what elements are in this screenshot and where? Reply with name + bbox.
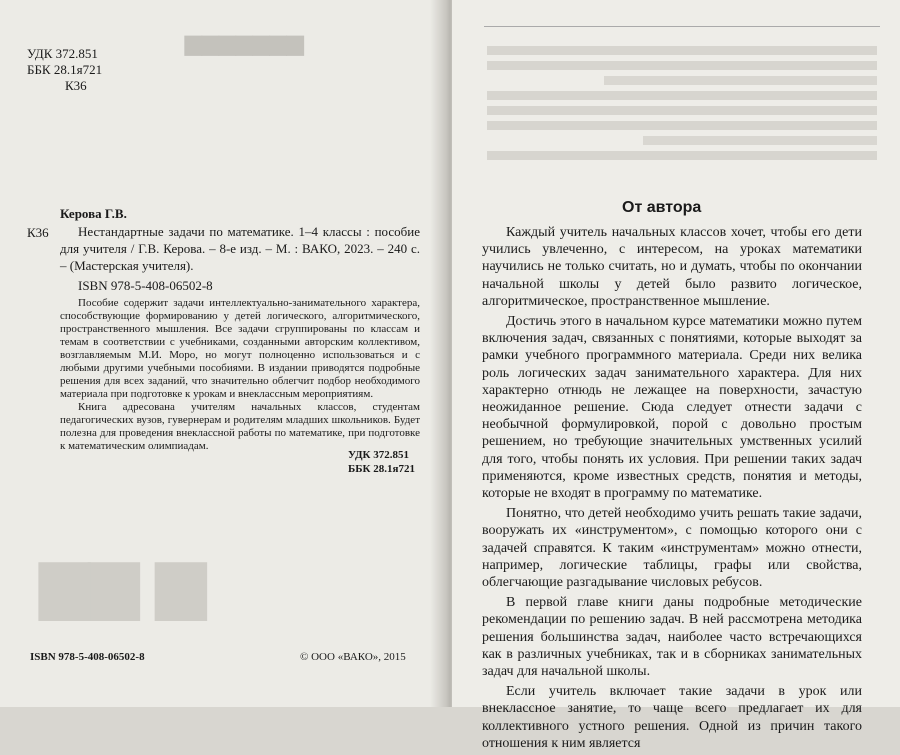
bbk-code-bottom: ББК 28.1я721 [348,463,415,475]
paragraph: В первой главе книги даны подробные методические рекомендации по решению задач. В ней рассмотрена методика решения большинства задач, наиболее часто встречающихся как в различных учебниках, так и в сборниках занимательных задач для начальной школы. [482,595,862,680]
left-page [0,0,448,707]
author-sign: К36 [65,78,87,93]
right-page [452,0,900,751]
author-name: Керова Г.В. [60,206,127,221]
paragraph: Каждый учитель начальных классов хочет, чтобы его дети учились увлеченно, с интересом, на уроках математики научились не только считать, но и думать, чтобы по окончании начальной школы у детей было развито логическое, алгоритмическое, пространственное мышление. [482,225,862,309]
show-through-text [487,40,877,166]
isbn-bottom: ISBN 978-5-408-06502-8 [30,651,145,663]
annotation [60,297,420,453]
side-author-sign: К36 [27,225,49,240]
paragraph: Если учитель включает такие задачи в урок или внеклассное занятие, то чаще всего предлагает их для коллективного устного решения. Одной из причин такого отношения к ним является [482,684,862,751]
paragraph: Достичь этого в начальном курсе математики можно путем включения задач, связанных с понятиями, которые выходят за рамки учебного программного материала. Среди них велика роль логических задач занимательного характера. Для них характерно отнюдь не лежащее на поверхности, зачастую неожиданное решение. Сюда следует отнести задачи с необычной формулировкой, порой с довольно простым решением, но требующие значительных умственных усилий для того, чтобы понять их условия. При решении таких задач применяются, кроме известных средств, понятия и методы, которые не входят в программу по математике. [482,314,862,502]
body-text [482,224,862,755]
running-header-rule [484,26,880,27]
udc-code: УДК 372.851 [27,46,98,61]
paragraph: Понятно, что детей необходимо учить решать такие задачи, вооружать их «инструментом», с помощью которого они с задачей справятся. К таким «инструментам» можно отнести, например, логические таблицы, графы или свойства, облегчающие разгадывание числовых ребусов. [482,506,862,591]
udc-code-bottom: УДК 372.851 [348,449,410,461]
isbn: ISBN 978-5-408-06502-8 [78,278,213,293]
show-through-numeral: ▆ ▆▆ [40,546,206,618]
copyright: © ООО «ВАКО», 2015 [300,651,406,663]
annotation-paragraph: Пособие содержит задачи интеллектуально-занимательного характера, способствующие формированию у детей логического, алгоритмического, пространственного мышления. Все задачи сгруппированы по классам и темам в соответствии с учебниками, созданными авторским коллективом, возглавляемым М.И. Моро, но могут полноценно использоваться и с любыми другими учебными пособиями. В издании приводятся подробные решения для всех заданий, что значительно облегчит подбор необходимого материала при подготовке к урокам и внеклассным мероприятиям. [60,297,420,400]
classification-codes [27,46,102,94]
bibliographic-entry: Нестандартные задачи по математике. 1–4 классы : пособие для учителя / Г.В. Керова. – 8-е изд. – М. : ВАКО, 2023. – 240 с. – (Мастерская учителя). [60,224,420,273]
section-title: От автора [622,199,702,216]
bbk-code: ББК 28.1я721 [27,62,103,77]
annotation-paragraph: Книга адресована учителям начальных классов, студентам педагогических вузов, гувернерам и родителям младших школьников. Будет полезна для проведения внеклассной работы по математике, при подготовке к математическим олимпиадам. [60,401,420,452]
show-through-series: ▆▆▆▆▆▆▆ [185,30,304,55]
bottom-codes [348,448,415,476]
